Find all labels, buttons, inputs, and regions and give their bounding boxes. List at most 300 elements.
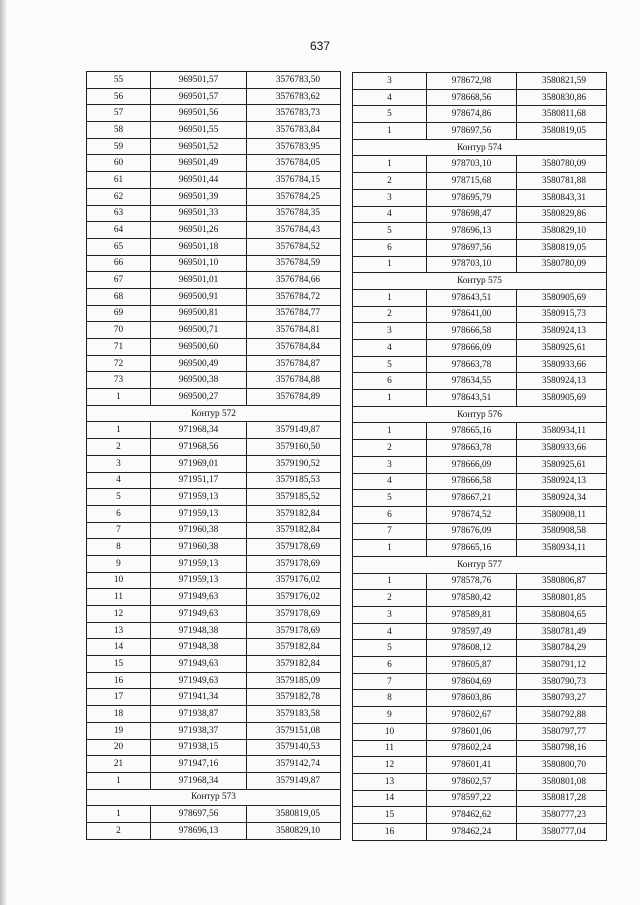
contour-title: Контур 575 — [353, 273, 607, 290]
x-coordinate: 969501,57 — [151, 88, 247, 105]
y-coordinate: 3576784,43 — [247, 222, 341, 239]
coordinate-row — [87, 555, 341, 572]
coordinate-row — [87, 339, 341, 356]
point-number: 8 — [353, 690, 427, 707]
coordinates-table-right — [352, 72, 607, 841]
coordinate-row — [353, 657, 607, 674]
coordinate-row — [87, 372, 341, 389]
x-coordinate: 971949,63 — [151, 656, 247, 673]
x-coordinate: 978665,16 — [427, 423, 517, 440]
y-coordinate: 3580780,09 — [517, 256, 607, 273]
x-coordinate: 978602,67 — [427, 707, 517, 724]
contour-title-row — [353, 406, 607, 423]
x-coordinate: 978663,78 — [427, 356, 517, 373]
x-coordinate: 971948,38 — [151, 639, 247, 656]
coordinate-row — [353, 690, 607, 707]
x-coordinate: 978715,68 — [427, 173, 517, 190]
point-number: 7 — [353, 523, 427, 540]
x-coordinate: 969501,39 — [151, 188, 247, 205]
y-coordinate: 3579160,50 — [247, 439, 341, 456]
point-number: 4 — [353, 473, 427, 490]
y-coordinate: 3579185,52 — [247, 489, 341, 506]
coordinate-row — [353, 373, 607, 390]
coordinate-row — [87, 639, 341, 656]
coordinate-row — [353, 89, 607, 106]
x-coordinate: 969501,10 — [151, 255, 247, 272]
coordinate-row — [353, 773, 607, 790]
point-number: 5 — [353, 356, 427, 373]
x-coordinate: 969501,26 — [151, 222, 247, 239]
y-coordinate: 3579176,02 — [247, 572, 341, 589]
contour-title-row — [87, 405, 341, 422]
y-coordinate: 3580819,05 — [517, 239, 607, 256]
point-number: 1 — [353, 573, 427, 590]
point-number: 7 — [353, 673, 427, 690]
y-coordinate: 3576783,62 — [247, 88, 341, 105]
x-coordinate: 978666,09 — [427, 340, 517, 357]
point-number: 9 — [87, 555, 151, 572]
x-coordinate: 978605,87 — [427, 657, 517, 674]
x-coordinate: 978580,42 — [427, 590, 517, 607]
x-coordinate: 978578,76 — [427, 573, 517, 590]
coordinate-row — [87, 389, 341, 406]
point-number: 10 — [353, 723, 427, 740]
x-coordinate: 971959,13 — [151, 555, 247, 572]
x-coordinate: 969501,55 — [151, 122, 247, 139]
coordinate-row — [353, 723, 607, 740]
coordinate-row — [87, 572, 341, 589]
coordinate-row — [87, 822, 341, 839]
y-coordinate: 3580829,10 — [247, 822, 341, 839]
y-coordinate: 3580925,61 — [517, 456, 607, 473]
coordinate-row — [87, 422, 341, 439]
coordinate-row — [87, 589, 341, 606]
x-coordinate: 978462,62 — [427, 807, 517, 824]
point-number: 3 — [353, 456, 427, 473]
point-number: 2 — [353, 440, 427, 457]
y-coordinate: 3576784,88 — [247, 372, 341, 389]
x-coordinate: 971960,38 — [151, 522, 247, 539]
coordinate-row — [353, 390, 607, 407]
y-coordinate: 3576784,84 — [247, 339, 341, 356]
x-coordinate: 978696,13 — [427, 223, 517, 240]
x-coordinate: 969501,49 — [151, 155, 247, 172]
x-coordinate: 971968,34 — [151, 772, 247, 789]
coordinate-row — [87, 305, 341, 322]
y-coordinate: 3580784,29 — [517, 640, 607, 657]
page-edge-shadow — [0, 0, 6, 905]
point-number: 10 — [87, 572, 151, 589]
point-number: 1 — [87, 422, 151, 439]
x-coordinate: 978697,56 — [427, 239, 517, 256]
x-coordinate: 978667,21 — [427, 490, 517, 507]
contour-title: Контур 574 — [353, 139, 607, 156]
x-coordinate: 969500,60 — [151, 339, 247, 356]
x-coordinate: 978672,98 — [427, 73, 517, 90]
coordinate-row — [353, 289, 607, 306]
y-coordinate: 3580908,58 — [517, 523, 607, 540]
x-coordinate: 971968,56 — [151, 439, 247, 456]
point-number: 72 — [87, 355, 151, 372]
point-number: 15 — [353, 807, 427, 824]
point-number: 2 — [87, 822, 151, 839]
point-number: 73 — [87, 372, 151, 389]
y-coordinate: 3580819,05 — [517, 123, 607, 140]
point-number: 4 — [353, 206, 427, 223]
point-number: 9 — [353, 707, 427, 724]
x-coordinate: 978601,41 — [427, 757, 517, 774]
point-number: 61 — [87, 172, 151, 189]
contour-title: Контур 576 — [353, 406, 607, 423]
x-coordinate: 978601,06 — [427, 723, 517, 740]
contour-title-row — [353, 139, 607, 156]
y-coordinate: 3576784,66 — [247, 272, 341, 289]
point-number: 1 — [353, 390, 427, 407]
y-coordinate: 3580781,88 — [517, 173, 607, 190]
point-number: 1 — [353, 256, 427, 273]
x-coordinate: 971948,38 — [151, 622, 247, 639]
y-coordinate: 3576784,72 — [247, 288, 341, 305]
point-number: 11 — [353, 740, 427, 757]
point-number: 14 — [87, 639, 151, 656]
point-number: 14 — [353, 790, 427, 807]
point-number: 19 — [87, 722, 151, 739]
x-coordinate: 969501,01 — [151, 272, 247, 289]
x-coordinate: 971959,13 — [151, 505, 247, 522]
coordinate-row — [87, 489, 341, 506]
coordinate-row — [87, 72, 341, 89]
point-number: 1 — [353, 540, 427, 557]
x-coordinate: 978643,51 — [427, 289, 517, 306]
coordinate-row — [87, 322, 341, 339]
point-number: 71 — [87, 339, 151, 356]
y-coordinate: 3576784,89 — [247, 389, 341, 406]
point-number: 6 — [353, 506, 427, 523]
y-coordinate: 3576783,50 — [247, 72, 341, 89]
point-number: 3 — [353, 607, 427, 624]
y-coordinate: 3576784,05 — [247, 155, 341, 172]
y-coordinate: 3576783,73 — [247, 105, 341, 122]
coordinate-row — [353, 540, 607, 557]
coordinate-row — [87, 255, 341, 272]
coordinate-row — [87, 138, 341, 155]
x-coordinate: 978666,58 — [427, 323, 517, 340]
coordinate-row — [353, 506, 607, 523]
coordinate-row — [87, 772, 341, 789]
coordinate-row — [87, 472, 341, 489]
point-number: 16 — [87, 672, 151, 689]
x-coordinate: 971949,63 — [151, 589, 247, 606]
x-coordinate: 978643,51 — [427, 390, 517, 407]
coordinate-row — [353, 223, 607, 240]
y-coordinate: 3580811,68 — [517, 106, 607, 123]
point-number: 67 — [87, 272, 151, 289]
y-coordinate: 3580905,69 — [517, 390, 607, 407]
coordinate-row — [87, 122, 341, 139]
point-number: 2 — [353, 173, 427, 190]
y-coordinate: 3580934,11 — [517, 423, 607, 440]
coordinate-row — [87, 739, 341, 756]
x-coordinate: 971969,01 — [151, 455, 247, 472]
y-coordinate: 3580829,86 — [517, 206, 607, 223]
point-number: 5 — [353, 490, 427, 507]
x-coordinate: 978697,56 — [427, 123, 517, 140]
point-number: 18 — [87, 706, 151, 723]
point-number: 68 — [87, 288, 151, 305]
coordinate-row — [353, 356, 607, 373]
x-coordinate: 969501,52 — [151, 138, 247, 155]
point-number: 63 — [87, 205, 151, 222]
coordinate-row — [87, 222, 341, 239]
point-number: 12 — [87, 606, 151, 623]
point-number: 3 — [87, 455, 151, 472]
y-coordinate: 3579178,69 — [247, 555, 341, 572]
x-coordinate: 978668,56 — [427, 89, 517, 106]
coordinate-row — [353, 623, 607, 640]
point-number: 70 — [87, 322, 151, 339]
point-number: 3 — [353, 323, 427, 340]
point-number: 5 — [87, 489, 151, 506]
coordinate-row — [87, 188, 341, 205]
point-number: 6 — [353, 373, 427, 390]
y-coordinate: 3579149,87 — [247, 772, 341, 789]
point-number: 69 — [87, 305, 151, 322]
y-coordinate: 3580819,05 — [247, 806, 341, 823]
x-coordinate: 978634,55 — [427, 373, 517, 390]
coordinate-row — [353, 423, 607, 440]
coordinate-row — [353, 456, 607, 473]
y-coordinate: 3579178,69 — [247, 539, 341, 556]
y-coordinate: 3580817,28 — [517, 790, 607, 807]
y-coordinate: 3580791,12 — [517, 657, 607, 674]
coordinate-row — [353, 189, 607, 206]
y-coordinate: 3580924,34 — [517, 490, 607, 507]
point-number: 17 — [87, 689, 151, 706]
x-coordinate: 978602,57 — [427, 773, 517, 790]
point-number: 7 — [87, 522, 151, 539]
coordinate-row — [87, 539, 341, 556]
point-number: 16 — [353, 823, 427, 840]
y-coordinate: 3580821,59 — [517, 73, 607, 90]
x-coordinate: 969500,27 — [151, 389, 247, 406]
y-coordinate: 3576784,81 — [247, 322, 341, 339]
x-coordinate: 978663,78 — [427, 440, 517, 457]
y-coordinate: 3580933,66 — [517, 356, 607, 373]
point-number: 6 — [87, 505, 151, 522]
y-coordinate: 3580908,11 — [517, 506, 607, 523]
point-number: 64 — [87, 222, 151, 239]
x-coordinate: 978698,47 — [427, 206, 517, 223]
coordinate-row — [87, 522, 341, 539]
x-coordinate: 978666,58 — [427, 473, 517, 490]
y-coordinate: 3580790,73 — [517, 673, 607, 690]
x-coordinate: 978695,79 — [427, 189, 517, 206]
y-coordinate: 3579185,09 — [247, 672, 341, 689]
coordinate-row — [87, 238, 341, 255]
point-number: 20 — [87, 739, 151, 756]
point-number: 1 — [353, 156, 427, 173]
y-coordinate: 3580933,66 — [517, 440, 607, 457]
x-coordinate: 969500,71 — [151, 322, 247, 339]
x-coordinate: 969501,56 — [151, 105, 247, 122]
y-coordinate: 3579185,53 — [247, 472, 341, 489]
point-number: 13 — [353, 773, 427, 790]
x-coordinate: 971938,37 — [151, 722, 247, 739]
x-coordinate: 978602,24 — [427, 740, 517, 757]
coordinate-row — [87, 806, 341, 823]
y-coordinate: 3576784,15 — [247, 172, 341, 189]
point-number: 1 — [87, 389, 151, 406]
point-number: 8 — [87, 539, 151, 556]
point-number: 13 — [87, 622, 151, 639]
x-coordinate: 978604,69 — [427, 673, 517, 690]
coordinate-row — [353, 173, 607, 190]
point-number: 21 — [87, 756, 151, 773]
coordinate-row — [353, 206, 607, 223]
contour-title-row — [353, 556, 607, 573]
x-coordinate: 978676,09 — [427, 523, 517, 540]
point-number: 2 — [353, 590, 427, 607]
x-coordinate: 969500,49 — [151, 355, 247, 372]
point-number: 1 — [353, 123, 427, 140]
x-coordinate: 971938,15 — [151, 739, 247, 756]
point-number: 3 — [353, 189, 427, 206]
page-number: 637 — [309, 39, 331, 53]
coordinate-row — [87, 172, 341, 189]
contour-title: Контур 577 — [353, 556, 607, 573]
point-number: 1 — [353, 289, 427, 306]
x-coordinate: 971949,63 — [151, 606, 247, 623]
coordinate-row — [87, 622, 341, 639]
coordinate-row — [353, 239, 607, 256]
coordinate-row — [87, 155, 341, 172]
y-coordinate: 3580829,10 — [517, 223, 607, 240]
coordinate-row — [87, 88, 341, 105]
coordinate-row — [87, 105, 341, 122]
coordinates-table-right-body — [353, 73, 607, 841]
coordinate-row — [353, 740, 607, 757]
point-number: 55 — [87, 72, 151, 89]
coordinate-row — [87, 455, 341, 472]
point-number: 4 — [353, 623, 427, 640]
x-coordinate: 971938,87 — [151, 706, 247, 723]
y-coordinate: 3579182,84 — [247, 522, 341, 539]
point-number: 2 — [87, 439, 151, 456]
point-number: 4 — [87, 472, 151, 489]
coordinate-row — [87, 672, 341, 689]
x-coordinate: 971949,63 — [151, 672, 247, 689]
y-coordinate: 3579183,58 — [247, 706, 341, 723]
x-coordinate: 969501,57 — [151, 72, 247, 89]
coordinate-row — [87, 756, 341, 773]
y-coordinate: 3579190,52 — [247, 455, 341, 472]
point-number: 65 — [87, 238, 151, 255]
y-coordinate: 3576784,87 — [247, 355, 341, 372]
coordinate-row — [87, 355, 341, 372]
coordinate-row — [353, 256, 607, 273]
x-coordinate: 978462,24 — [427, 823, 517, 840]
contour-title-row — [353, 273, 607, 290]
x-coordinate: 978666,09 — [427, 456, 517, 473]
y-coordinate: 3576784,35 — [247, 205, 341, 222]
point-number: 57 — [87, 105, 151, 122]
point-number: 2 — [353, 306, 427, 323]
y-coordinate: 3580934,11 — [517, 540, 607, 557]
y-coordinate: 3580801,85 — [517, 590, 607, 607]
coordinate-row — [353, 156, 607, 173]
y-coordinate: 3580800,70 — [517, 757, 607, 774]
coordinate-row — [353, 807, 607, 824]
point-number: 6 — [353, 239, 427, 256]
x-coordinate: 978703,10 — [427, 256, 517, 273]
coordinate-row — [87, 288, 341, 305]
point-number: 59 — [87, 138, 151, 155]
point-number: 6 — [353, 657, 427, 674]
y-coordinate: 3580792,88 — [517, 707, 607, 724]
point-number: 1 — [87, 772, 151, 789]
y-coordinate: 3579182,84 — [247, 505, 341, 522]
point-number: 1 — [353, 423, 427, 440]
coordinate-row — [87, 722, 341, 739]
point-number: 4 — [353, 340, 427, 357]
x-coordinate: 969501,18 — [151, 238, 247, 255]
coordinate-row — [353, 757, 607, 774]
x-coordinate: 971968,34 — [151, 422, 247, 439]
x-coordinate: 978597,49 — [427, 623, 517, 640]
x-coordinate: 971959,13 — [151, 572, 247, 589]
coordinate-row — [353, 607, 607, 624]
coordinate-row — [353, 640, 607, 657]
x-coordinate: 971941,34 — [151, 689, 247, 706]
y-coordinate: 3580924,13 — [517, 473, 607, 490]
y-coordinate: 3580797,77 — [517, 723, 607, 740]
coordinate-row — [87, 656, 341, 673]
coordinate-row — [353, 673, 607, 690]
point-number: 5 — [353, 640, 427, 657]
y-coordinate: 3576783,95 — [247, 138, 341, 155]
coordinate-row — [353, 473, 607, 490]
coordinate-row — [353, 306, 607, 323]
y-coordinate: 3580924,13 — [517, 373, 607, 390]
coordinate-row — [353, 523, 607, 540]
point-number: 58 — [87, 122, 151, 139]
y-coordinate: 3580843,31 — [517, 189, 607, 206]
x-coordinate: 971959,13 — [151, 489, 247, 506]
coordinate-row — [353, 573, 607, 590]
coordinates-table-left — [86, 71, 341, 840]
x-coordinate: 978603,86 — [427, 690, 517, 707]
y-coordinate: 3576784,77 — [247, 305, 341, 322]
coordinate-row — [353, 106, 607, 123]
y-coordinate: 3579178,69 — [247, 606, 341, 623]
x-coordinate: 978674,52 — [427, 506, 517, 523]
x-coordinate: 969501,44 — [151, 172, 247, 189]
y-coordinate: 3576783,84 — [247, 122, 341, 139]
coordinate-row — [353, 707, 607, 724]
y-coordinate: 3579142,74 — [247, 756, 341, 773]
point-number: 66 — [87, 255, 151, 272]
y-coordinate: 3580905,69 — [517, 289, 607, 306]
point-number: 1 — [87, 806, 151, 823]
coordinate-row — [87, 606, 341, 623]
y-coordinate: 3580915,73 — [517, 306, 607, 323]
y-coordinate: 3580924,13 — [517, 323, 607, 340]
coordinate-row — [87, 272, 341, 289]
coordinate-row — [87, 689, 341, 706]
point-number: 5 — [353, 223, 427, 240]
y-coordinate: 3580781,49 — [517, 623, 607, 640]
point-number: 15 — [87, 656, 151, 673]
